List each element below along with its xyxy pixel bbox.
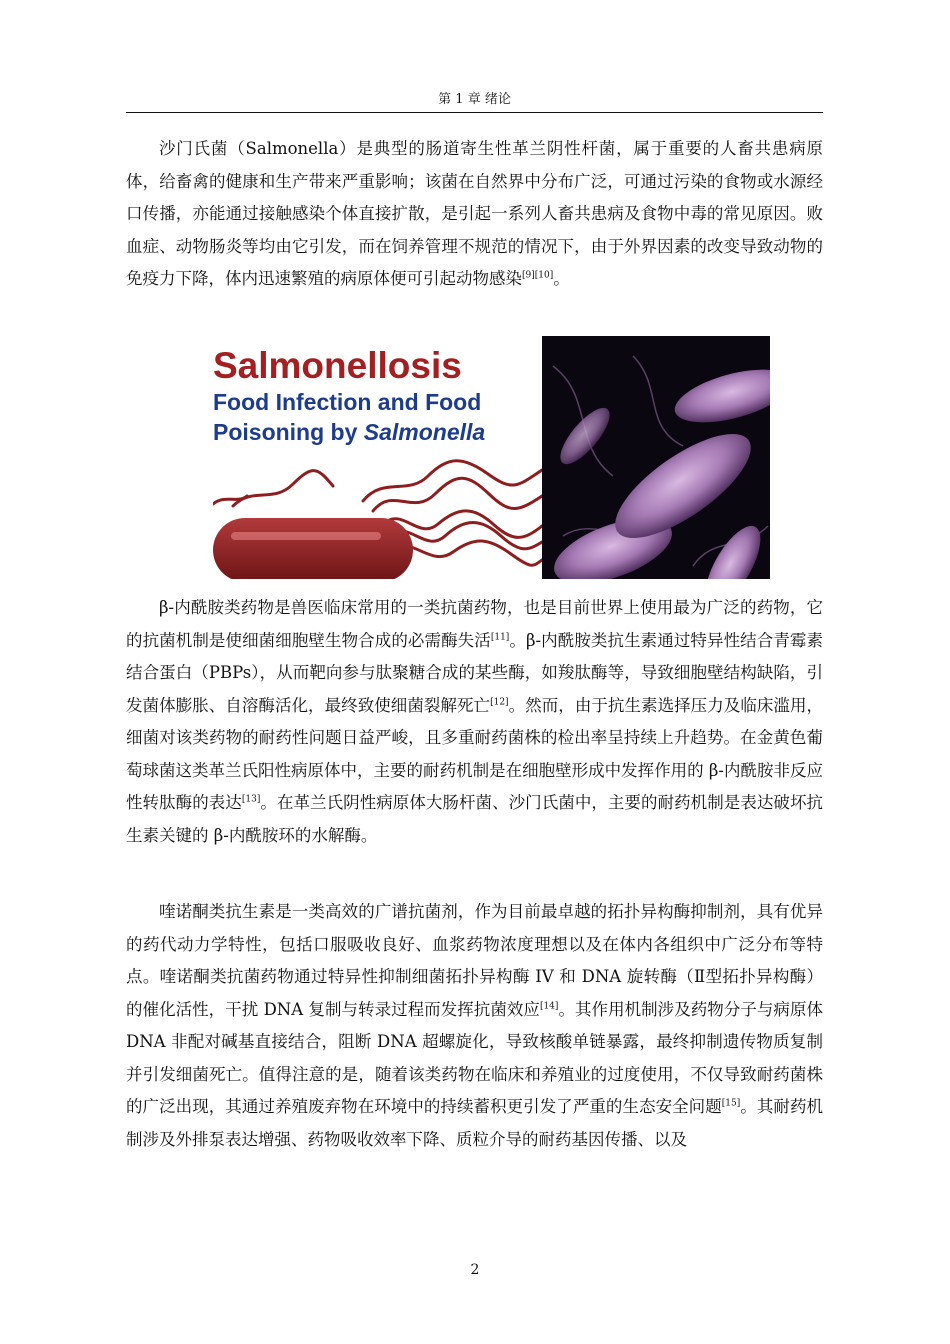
figure-title: Salmonellosis [213, 345, 462, 386]
text-run: 。其作用机制涉及药物分子与病原体 DNA 非配对碱基直接结合，阻断 DNA 超螺旋化，导致核酸单链暴露，最终抑制遗传物质复制并引发细菌死亡。值得注意的是，随着该类药物在临床和养殖业的过度使用，不仅导致耐药菌株的广泛出现，其通过养殖废弃物在环境中的持续蓄积更引发了严重的生态安全问题 [126, 999, 823, 1116]
text-run: 。 [553, 269, 570, 288]
text-run: 。然而，由于抗生素选择压力及临床滥用，细菌对该类药物的耐药性问题日益严峻，且多重耐药菌株的检出率呈持续上升趋势。在金黄色葡萄球菌这类革兰氏阳性病原体中，主要的耐药机制是在细胞壁形成中发挥作用的 β-内酰胺非反应性转肽酶的表达 [126, 695, 824, 812]
figure-subtitle-prefix: Poisoning by [213, 419, 364, 445]
text-run: 。其耐药机制涉及外排泵表达增强、药物吸收效率下降、质粒介导的耐药基因传播、以及 [126, 1097, 824, 1149]
citation-ref: [13] [241, 794, 261, 805]
paragraph-3 [126, 896, 823, 1156]
citation-ref: [15] [721, 1098, 741, 1109]
bacterium-icon [213, 518, 413, 579]
text-run: 沙门氏菌（Salmonella）是典型的肠道寄生性革兰阴性杆菌，属于重要的人畜共患病原体，给畜禽的健康和生产带来严重影响；该菌在自然界中分布广泛，可通过污染的食物或水源经口传播，亦能通过接触感染个体直接扩散，是引起一系列人畜共患病及食物中毒的常见原因。败血症、动物肠炎等均由它引发，而在饲养管理不规范的情况下，由于外界因素的改变导致动物的免疫力下降，体内迅速繁殖的病原体便可引起动物感染 [126, 139, 823, 288]
header-rule [126, 112, 823, 113]
salmonellosis-figure [213, 336, 770, 579]
paragraph-1 [126, 133, 823, 296]
text-run: β-内酰胺类药物是兽医临床常用的一类抗菌药物，也是目前世界上使用最为广泛的药物，它的抗菌机制是使细菌细胞壁生物合成的必需酶失活 [126, 598, 823, 650]
figure-subtitle-line2 [213, 419, 485, 445]
text-run: 。β-内酰胺类抗生素通过特异性结合青霉素结合蛋白（PBPs），从而靶向参与肽聚糖合成的某些酶，如羧肽酶等，导致细胞壁结构缺陷，引发菌体膨胀、自溶酶活化，最终致使细菌裂解死亡 [126, 630, 823, 715]
paragraph-2 [126, 592, 823, 852]
running-header: 第 1 章 绪论 [438, 92, 511, 107]
figure-subtitle-italic: Salmonella [363, 419, 486, 445]
figure-subtitle-line1: Food Infection and Food [213, 389, 482, 415]
citation-ref: [14] [539, 1001, 559, 1011]
page-number: 2 [470, 1262, 480, 1278]
citation-ref: [11] [490, 632, 510, 642]
citation-ref: [9][10] [522, 270, 554, 281]
citation-ref: [12] [490, 697, 509, 707]
bacteria-micrograph [542, 336, 770, 579]
text-run: 。在革兰氏阴性病原体大肠杆菌、沙门氏菌中，主要的耐药机制是表达破坏抗生素关键的 β-内酰胺环的水解酶。 [126, 793, 824, 845]
text-run: 喹诺酮类抗生素是一类高效的广谱抗菌剂，作为目前最卓越的拓扑异构酶抑制剂，具有优异的药代动力学特性，包括口服吸收良好、血浆药物浓度理想以及在体内各组织中广泛分布等特点。喹诺酮类抗菌药物通过特异性抑制细菌拓扑异构酶 IV 和 DNA 旋转酶（Ⅱ型拓扑异构酶）的催化活性，干扰 DNA 复制与转录过程而发挥抗菌效应 [126, 902, 823, 1019]
